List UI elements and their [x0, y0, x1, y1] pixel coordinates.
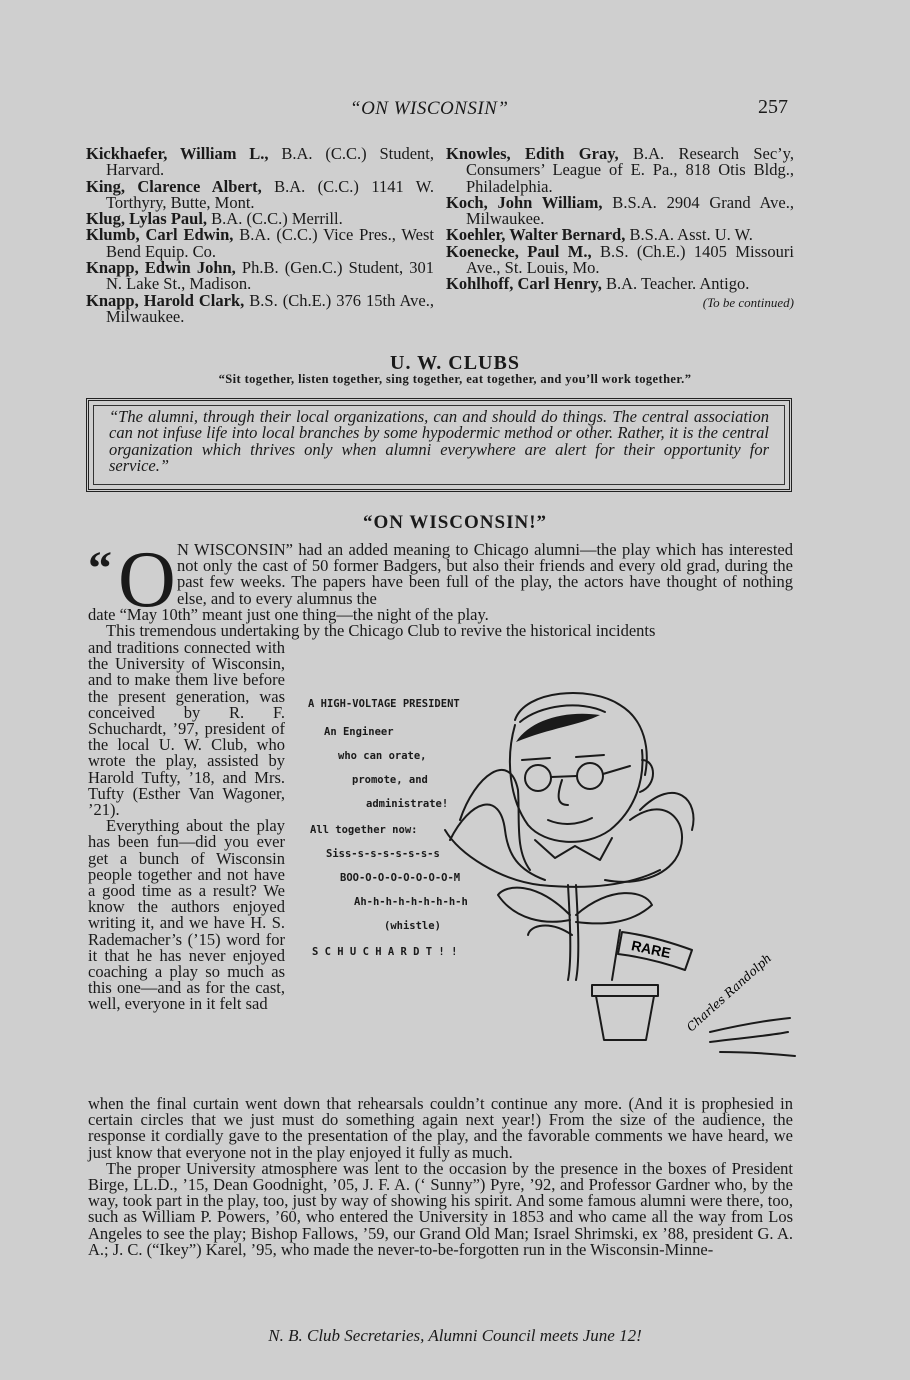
directory-right-column: [446, 146, 794, 311]
section-title: U. W. CLUBS: [390, 352, 520, 374]
article-opening-paragraph-end: date “May 10th” meant just one thing—the night of the play.: [88, 605, 489, 624]
pull-quote-box: [86, 398, 792, 492]
directory-left-column: [86, 146, 434, 325]
directory-entry: Kohlhoff, Carl Henry, B.A. Teacher. Antigo. (To be continued): [446, 274, 794, 310]
footer-note: N. B. Club Secretaries, Alumni Council meets June 12!: [268, 1326, 642, 1345]
to-be-continued-note: (To be continued): [702, 294, 794, 310]
running-title: “ON WISCONSIN”: [350, 98, 509, 119]
flag-label: RARE: [630, 937, 673, 962]
directory-entry: Klumb, Carl Edwin, B.A. (C.C.) Vice Pres., West Bend Equip. Co.: [86, 225, 434, 261]
directory-entry: Koenecke, Paul M., B.S. (Ch.E.) 1405 Missouri Ave., St. Louis, Mo.: [446, 241, 794, 278]
article-title: “ON WISCONSIN!”: [362, 512, 548, 533]
directory-entry: King, Clarence Albert, B.A. (C.C.) 1141 W. Torthyry, Butte, Mont.: [86, 176, 434, 212]
article-paragraph-3-narrow: Everything about the play has been fun—did you ever get a bunch of Wisconsin people together and not have a good time as a result? We know the authors enjoyed writing it, and we have H. S. Rademacher’s (’15) word for it that he has never enjoyed coaching a play so much as this one—and as for the cast, well, everyone in it felt sad: [88, 816, 285, 1014]
dropcap-letter: O: [118, 536, 176, 624]
cartoon-caption: An Engineer: [324, 726, 394, 738]
cartoon-drawing: [300, 680, 800, 1070]
section-motto: “Sit together, listen together, sing together, eat together, and you’ll work together.”: [218, 372, 692, 386]
cartoon-illustration: [300, 680, 800, 1070]
article-paragraph-2-narrow: and traditions connected with the University of Wisconsin, and to make them live before the present generation, was conceived by R. F. Schuchardt, ’97, president of the local U. W. Club, who wrote the play, assisted by Harold Tufty, ’18, and Mrs. Tufty (Esther Van Wagoner, ’21).: [88, 638, 285, 820]
cartoon-caption: BOO-O-O-O-O-O-O-O-M: [340, 872, 461, 884]
directory-entry: Klug, Lylas Paul, B.A. (C.C.) Merrill.: [86, 209, 343, 229]
cartoon-caption: promote, and: [352, 774, 428, 786]
page-number: 257: [758, 96, 788, 118]
cartoon-caption: A HIGH-VOLTAGE PRESIDENT: [308, 698, 460, 710]
article-paragraph-3-wide: when the final curtain went down that rehearsals couldn’t continue any more. (And it is prophesied in certain circles that we just must do something again next year!) From the size of the audience, the response it cordially gave to the presentation of the play, and the favorable comments we have heard, we just know that everyone not in the play enjoyed it fully as much.: [88, 1094, 793, 1162]
article-paragraph-2-start: This tremendous undertaking by the Chicago Club to revive the historical incidents: [106, 621, 656, 640]
directory-entry: Knapp, Harold Clark, B.S. (Ch.E.) 376 15th Ave., Milwaukee.: [86, 290, 435, 326]
directory-entry: Knowles, Edith Gray, B.A. Research Sec’y, Consumers’ League of E. Pa., 818 Otis Bldg., Philadelphia.: [446, 144, 794, 196]
cartoon-caption: who can orate,: [338, 750, 427, 762]
dropcap-quote-mark: “: [88, 542, 112, 595]
pull-quote-text: “The alumni, through their local organizations, can and should do things. The central association can not infuse life into local branches by some hypodermic method or other. Rather, it is the central organization which thrives only when alumni everywhere are alert for their opportunity for service.”: [109, 407, 769, 476]
article-opening-paragraph: N WISCONSIN” had an added meaning to Chicago alumni—the play which has interested not only the cast of 50 former Badgers, but also their friends and every old grad, during the past few weeks. The papers have been full of the play, the actors have thought of nothing else, and to every alumnus the: [177, 540, 793, 608]
cartoon-caption: administrate!: [366, 798, 449, 810]
article-wide-tail: [88, 1096, 793, 1258]
cartoon-caption: All together now:: [310, 824, 418, 836]
article-narrow-column: [88, 640, 285, 1013]
directory-entry: Koch, John William, B.S.A. 2904 Grand Ave., Milwaukee.: [446, 192, 794, 229]
cartoon-caption: Ah-h-h-h-h-h-h-h-h: [354, 896, 468, 908]
cartoon-caption: (whistle): [384, 920, 441, 932]
directory-entry: Koehler, Walter Bernard, B.S.A. Asst. U. W.: [446, 225, 753, 245]
article-paragraph-4: The proper University atmosphere was lent to the occasion by the presence in the boxes of President Birge, LL.D., ’15, Dean Goodnight, ’05, J. F. A. (‘ Sunny”) Pyre, ’92, and Professor Gardner who, by the way, took part in the play, too, just by way of showing his spirit. And some famous alumni were there, too, such as William P. Powers, ’60, who entered the University in 1853 and who came all the way from Los Angeles to see the play; Bishop Fallows, ’59, our Grand Old Man; Israel Shrimski, ex ’88, president G. A. A.; J. C. (“Ikey”) Karel, ’95, who made the never-to-be-forgotten run in the Wisconsin-Minne-: [88, 1158, 793, 1259]
artist-signature: Charles Randolph: [683, 950, 775, 1035]
cartoon-caption: Siss-s-s-s-s-s-s-s: [326, 848, 440, 860]
directory-entry: Kickhaefer, William L., B.A. (C.C.) Student, Harvard.: [86, 144, 434, 180]
cartoon-caption: S C H U C H A R D T ! !: [312, 946, 458, 958]
directory-entry: Knapp, Edwin John, Ph.B. (Gen.C.) Student, 301 N. Lake St., Madison.: [86, 258, 434, 294]
running-head: [0, 96, 910, 124]
